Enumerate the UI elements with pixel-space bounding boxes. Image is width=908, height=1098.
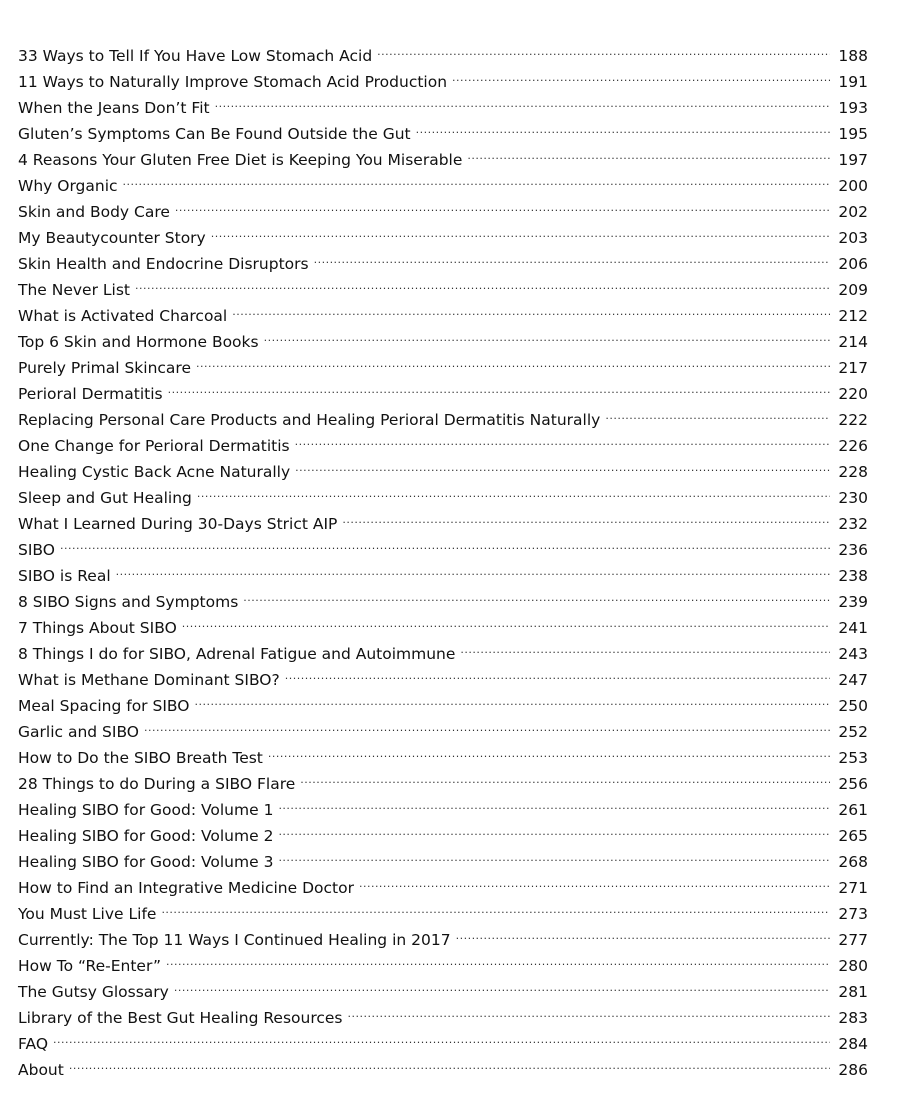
dot-leader <box>605 399 830 425</box>
dot-leader <box>295 425 830 451</box>
toc-entry-title: How to Do the SIBO Breath Test <box>18 749 263 767</box>
toc-entry-page-number: 191 <box>838 73 868 91</box>
toc-entry-page-number: 230 <box>838 489 868 507</box>
toc-entry-title: 8 SIBO Signs and Symptoms <box>18 593 239 611</box>
toc-entry-title: How To “Re-Enter” <box>18 957 162 975</box>
toc-entry-page-number: 232 <box>838 515 868 533</box>
toc-entry[interactable] <box>18 295 868 325</box>
dot-leader <box>53 1023 830 1049</box>
dot-leader <box>197 477 830 503</box>
toc-entry-title: 28 Things to do During a SIBO Flare <box>18 775 296 793</box>
toc-entry-title: The Gutsy Glossary <box>18 983 169 1001</box>
dot-leader <box>174 971 830 997</box>
dot-leader <box>215 87 830 113</box>
toc-entry-title: Healing Cystic Back Acne Naturally <box>18 463 291 481</box>
toc-entry-page-number: 203 <box>838 229 868 247</box>
toc-entry-title: SIBO <box>18 541 55 559</box>
toc-entry[interactable] <box>18 191 868 221</box>
toc-entry[interactable] <box>18 165 868 195</box>
dot-leader <box>268 737 830 763</box>
dot-leader <box>211 217 830 243</box>
dot-leader <box>467 139 830 165</box>
toc-entry-title: Gluten’s Symptoms Can Be Found Outside the Gut <box>18 125 411 143</box>
dot-leader <box>359 867 830 893</box>
toc-entry-title: You Must Live Life <box>18 905 157 923</box>
toc-entry-title: When the Jeans Don’t Fit <box>18 99 210 117</box>
dot-leader <box>161 893 830 919</box>
toc-entry-title: About <box>18 1061 64 1079</box>
dot-leader <box>278 841 830 867</box>
dot-leader <box>243 581 830 607</box>
toc-entry-title: FAQ <box>18 1035 49 1053</box>
toc-entry-page-number: 284 <box>838 1035 868 1053</box>
toc-entry-page-number: 273 <box>838 905 868 923</box>
toc-entry-title: 33 Ways to Tell If You Have Low Stomach Acid <box>18 47 373 65</box>
dot-leader <box>456 919 830 945</box>
toc-entry-title: What I Learned During 30-Days Strict AIP <box>18 515 338 533</box>
toc-entry-page-number: 226 <box>838 437 868 455</box>
dot-leader <box>166 945 830 971</box>
dot-leader <box>285 659 830 685</box>
dot-leader <box>116 555 830 581</box>
toc-entry[interactable] <box>18 581 868 611</box>
toc-entry[interactable] <box>18 35 868 65</box>
dot-leader <box>295 451 830 477</box>
toc-entry-page-number: 265 <box>838 827 868 845</box>
toc-entry-title: What is Activated Charcoal <box>18 307 228 325</box>
dot-leader <box>460 633 830 659</box>
toc-entry-page-number: 217 <box>838 359 868 377</box>
toc-entry-page-number: 239 <box>838 593 868 611</box>
toc-entry-page-number: 197 <box>838 151 868 169</box>
toc-entry[interactable] <box>18 555 868 585</box>
toc-entry-title: Currently: The Top 11 Ways I Continued Healing in 2017 <box>18 931 451 949</box>
toc-entry-page-number: 200 <box>838 177 868 195</box>
toc-entry-page-number: 250 <box>838 697 868 715</box>
toc-entry-title: Skin and Body Care <box>18 203 170 221</box>
toc-entry-title: What is Methane Dominant SIBO? <box>18 671 280 689</box>
toc-entry-page-number: 253 <box>838 749 868 767</box>
dot-leader <box>314 243 830 269</box>
dot-leader <box>194 685 830 711</box>
toc-entry-title: Top 6 Skin and Hormone Books <box>18 333 259 351</box>
dot-leader <box>123 165 830 191</box>
toc-entry-page-number: 256 <box>838 775 868 793</box>
toc-entry-page-number: 220 <box>838 385 868 403</box>
dot-leader <box>144 711 830 737</box>
toc-entry-page-number: 277 <box>838 931 868 949</box>
toc-entry-title: Library of the Best Gut Healing Resources <box>18 1009 343 1027</box>
dot-leader <box>175 191 830 217</box>
toc-entry-page-number: 206 <box>838 255 868 273</box>
toc-entry-page-number: 261 <box>838 801 868 819</box>
toc-entry-page-number: 241 <box>838 619 868 637</box>
toc-entry-title: My Beautycounter Story <box>18 229 206 247</box>
toc-entry-title: 11 Ways to Naturally Improve Stomach Acid Production <box>18 73 448 91</box>
toc-entry-title: One Change for Perioral Dermatitis <box>18 437 290 455</box>
dot-leader <box>69 1049 830 1075</box>
toc-entry-title: Why Organic <box>18 177 118 195</box>
dot-leader <box>168 373 830 399</box>
toc-entry-title: SIBO is Real <box>18 567 111 585</box>
toc-entry-title: 8 Things I do for SIBO, Adrenal Fatigue and Autoimmune <box>18 645 456 663</box>
dot-leader <box>377 35 830 61</box>
toc-entry-title: Skin Health and Endocrine Disruptors <box>18 255 309 273</box>
toc-entry-title: Healing SIBO for Good: Volume 1 <box>18 801 274 819</box>
dot-leader <box>232 295 830 321</box>
dot-leader <box>278 789 830 815</box>
toc-entry-page-number: 268 <box>838 853 868 871</box>
toc-entry-title: Purely Primal Skincare <box>18 359 191 377</box>
toc-entry[interactable] <box>18 1023 868 1053</box>
toc-entry-page-number: 252 <box>838 723 868 741</box>
toc-entry-page-number: 195 <box>838 125 868 143</box>
dot-leader <box>264 321 830 347</box>
toc-entry-page-number: 209 <box>838 281 868 299</box>
toc-entry[interactable] <box>18 529 868 559</box>
toc-entry-title: Perioral Dermatitis <box>18 385 163 403</box>
toc-entry-page-number: 228 <box>838 463 868 481</box>
toc-entry-title: How to Find an Integrative Medicine Doctor <box>18 879 354 897</box>
toc-entry-page-number: 188 <box>838 47 868 65</box>
toc-entry-page-number: 212 <box>838 307 868 325</box>
toc-entry-page-number: 222 <box>838 411 868 429</box>
toc-entry[interactable] <box>18 269 868 299</box>
toc-entry-page-number: 243 <box>838 645 868 663</box>
toc-entry-page-number: 238 <box>838 567 868 585</box>
toc-entry-title: 4 Reasons Your Gluten Free Diet is Keeping You Miserable <box>18 151 463 169</box>
toc-entry-page-number: 283 <box>838 1009 868 1027</box>
dot-leader <box>278 815 830 841</box>
toc-entry-title: The Never List <box>18 281 130 299</box>
toc-entry-page-number: 286 <box>838 1061 868 1079</box>
dot-leader <box>135 269 830 295</box>
dot-leader <box>60 529 830 555</box>
dot-leader <box>416 113 830 139</box>
toc-entry[interactable] <box>18 711 868 741</box>
toc-entry-page-number: 236 <box>838 541 868 559</box>
toc-entry-page-number: 214 <box>838 333 868 351</box>
dot-leader <box>342 503 830 529</box>
toc-entry-page-number: 247 <box>838 671 868 689</box>
toc-entry-title: Meal Spacing for SIBO <box>18 697 190 715</box>
toc-entry-title: Healing SIBO for Good: Volume 2 <box>18 827 274 845</box>
dot-leader <box>452 61 830 87</box>
toc-entry-page-number: 281 <box>838 983 868 1001</box>
dot-leader <box>182 607 830 633</box>
dot-leader <box>348 997 831 1023</box>
toc-entry-title: Sleep and Gut Healing <box>18 489 192 507</box>
toc-entry-title: Replacing Personal Care Products and Healing Perioral Dermatitis Naturally <box>18 411 601 429</box>
toc-entry-page-number: 202 <box>838 203 868 221</box>
toc-entry[interactable] <box>18 1049 868 1079</box>
toc-entry-title: Healing SIBO for Good: Volume 3 <box>18 853 274 871</box>
toc-entry-page-number: 193 <box>838 99 868 117</box>
toc-entry-page-number: 271 <box>838 879 868 897</box>
dot-leader <box>300 763 830 789</box>
toc-entry-title: Garlic and SIBO <box>18 723 140 741</box>
dot-leader <box>196 347 830 373</box>
toc-entry-title: 7 Things About SIBO <box>18 619 177 637</box>
toc-entry[interactable] <box>18 737 868 767</box>
toc-entry-page-number: 280 <box>838 957 868 975</box>
